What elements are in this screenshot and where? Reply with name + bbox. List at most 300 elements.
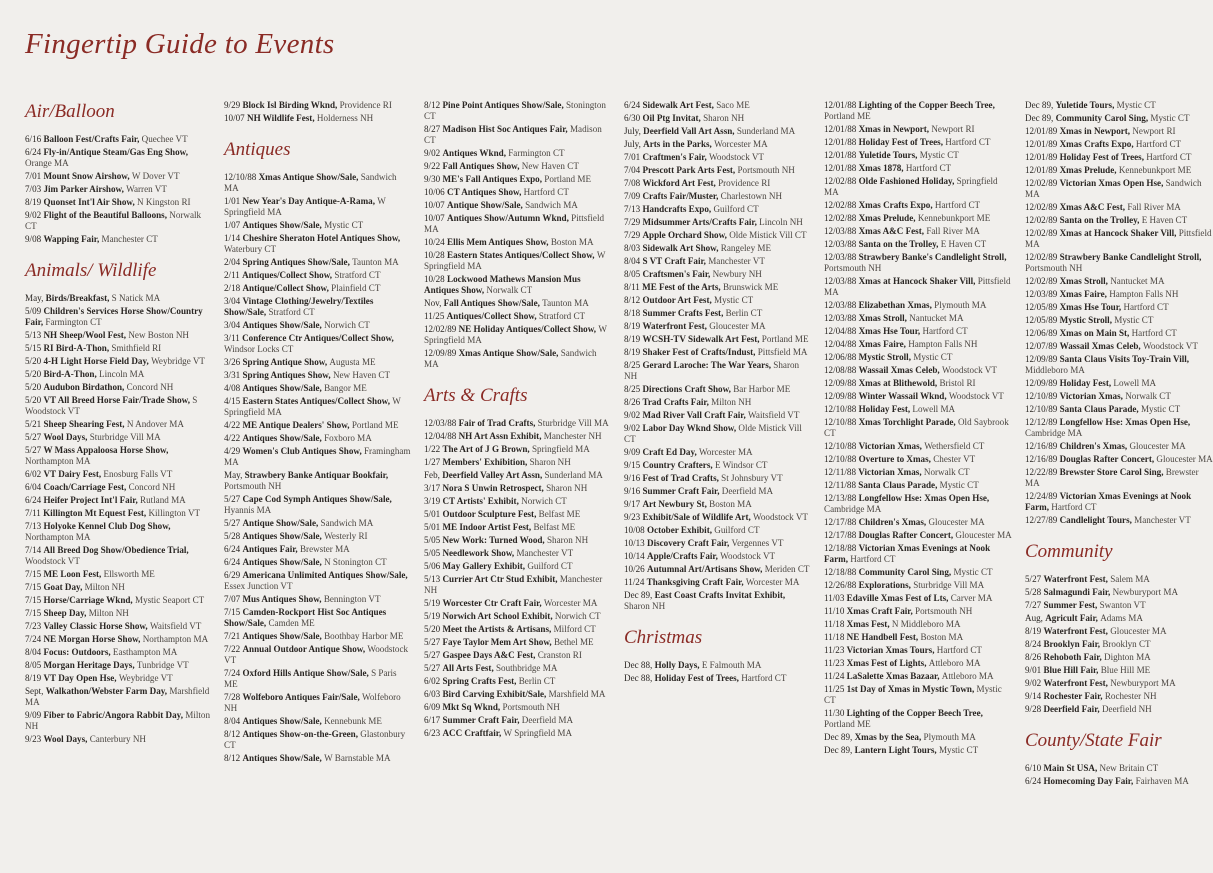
event-entry — [1025, 665, 1213, 676]
event-name: WCSH-TV Sidewalk Art Fest, — [642, 334, 762, 344]
event-entry — [824, 480, 1012, 491]
event-entry — [624, 460, 812, 471]
event-name: Victorian Xmas, — [858, 441, 925, 451]
event-location: Marshfield MA — [548, 689, 606, 699]
event-location: Manchester NH — [543, 431, 602, 441]
event-date: 7/13 — [25, 521, 44, 531]
event-entry — [224, 296, 412, 318]
event-date: 8/05 — [25, 660, 44, 670]
event-name: Santa Claus Parade, — [1059, 404, 1141, 414]
event-location: Stratford CT — [268, 307, 315, 317]
event-entry — [624, 525, 812, 536]
event-date: 6/04 — [25, 482, 44, 492]
event-location: Mystic CT — [938, 745, 979, 755]
event-entry — [624, 191, 812, 202]
event-name: Summer Craft Fair, — [642, 486, 722, 496]
event-location: Vergennes VT — [731, 538, 784, 548]
event-name: Midsummer Arts/Crafts Fair, — [642, 217, 760, 227]
event-location: Waitsfield VT — [149, 621, 202, 631]
event-name: Longfellow Hse: Xmas Open Hse, — [1059, 417, 1191, 427]
event-location: Manchester CT — [101, 234, 158, 244]
event-date: 7/11 — [25, 508, 44, 518]
section — [624, 100, 812, 612]
event-location: Woodstock VT — [25, 556, 80, 566]
event-date: 5/20 — [25, 369, 44, 379]
event-entry — [224, 729, 412, 751]
event-date: 12/02/89 — [1025, 276, 1060, 286]
event-entry — [25, 545, 213, 567]
event-entry — [624, 243, 812, 254]
event-date: 9/15 — [624, 460, 643, 470]
event-location: Providence RI — [718, 178, 771, 188]
event-name: Labor Day Wknd Show, — [642, 423, 739, 433]
event-entry — [424, 650, 612, 661]
section-heading: Community — [1025, 541, 1113, 562]
event-date: 1/27 — [424, 457, 443, 467]
event-name: Xmas Torchlight Parade, — [858, 417, 958, 427]
column-2 — [224, 100, 412, 766]
event-name: 4-H Light Horse Field Day, — [43, 356, 152, 366]
event-date: 11/30 — [824, 708, 847, 718]
event-name: Cape Cod Symph Antiques Show/Sale, — [242, 494, 392, 504]
event-name: Antiques Show/Sale, — [242, 531, 325, 541]
event-name: Spring Antiques Show/Sale, — [242, 257, 353, 267]
event-name: VT All Breed Horse Fair/Trade Show, — [43, 395, 193, 405]
event-name: Worcester Ctr Craft Fair, — [442, 598, 544, 608]
event-date: 12/05/89 — [1025, 302, 1060, 312]
event-entry — [25, 508, 213, 519]
event-date: 11/18 — [824, 619, 847, 629]
event-location: Boston MA — [550, 237, 594, 247]
event-date: 8/12 — [624, 295, 643, 305]
event-location: Plymouth MA — [923, 732, 976, 742]
event-entry — [824, 417, 1012, 439]
event-date: 7/09 — [624, 191, 643, 201]
event-name: Art Newbury St, — [642, 499, 710, 509]
event-location: Mystic CT — [1116, 100, 1156, 110]
event-entry — [1025, 704, 1213, 715]
event-date: 5/27 — [424, 663, 443, 673]
event-location: Woodstock VT — [753, 512, 808, 522]
event-name: Morgan Heritage Days, — [43, 660, 137, 670]
event-entry — [424, 598, 612, 609]
event-entry — [1025, 228, 1213, 250]
event-name: Yuletide Tours, — [1055, 100, 1117, 110]
event-name: Wassail Xmas Celeb, — [858, 365, 942, 375]
event-date: 10/07 — [424, 213, 447, 223]
event-entry — [224, 544, 412, 555]
event-location: Milton NH — [711, 397, 752, 407]
event-date: 6/09 — [424, 702, 443, 712]
event-name: Douglas Rafter Concert, — [1059, 454, 1157, 464]
event-date: 12/10/89 — [1025, 391, 1060, 401]
event-name: ME Loon Fest, — [43, 569, 104, 579]
event-name: Trad Crafts Fair, — [642, 397, 712, 407]
event-name: Antiques Show/Sale, — [242, 716, 325, 726]
event-entry — [25, 521, 213, 543]
event-location: Gloucester MA — [1156, 454, 1213, 464]
event-entry — [824, 339, 1012, 350]
event-location: Gloucester MA — [928, 517, 985, 527]
event-date: 12/06/89 — [1025, 328, 1060, 338]
event-name: Yuletide Tours, — [858, 150, 920, 160]
event-entry — [1025, 600, 1213, 611]
event-location: Worcester MA — [699, 447, 753, 457]
event-name: Wool Days, — [43, 432, 90, 442]
event-name: Spring Crafts Fest, — [442, 676, 519, 686]
event-name: Norwich Art School Exhibit, — [442, 611, 555, 621]
event-location: Mystic CT — [913, 352, 953, 362]
event-location: Woodstock VT — [941, 365, 997, 375]
event-location: Augusta ME — [329, 357, 376, 367]
event-location: W Springfield MA — [503, 728, 573, 738]
event-name: Wassail Xmas Celeb, — [1059, 341, 1143, 351]
event-location: Holderness NH — [316, 113, 374, 123]
event-date: 7/29 — [624, 217, 643, 227]
event-location: Lowell MA — [912, 404, 956, 414]
event-date: 11/23 — [824, 645, 847, 655]
event-date: July, — [624, 139, 644, 149]
event-entry — [624, 673, 812, 684]
event-entry — [624, 282, 812, 293]
event-location: Wolfeboro NH — [224, 692, 401, 713]
event-location: Newport RI — [1132, 126, 1176, 136]
event-location: Sunderland MA — [736, 126, 796, 136]
event-date: 12/03/88 — [824, 252, 859, 262]
event-date: 7/29 — [624, 230, 643, 240]
event-date: 8/19 — [624, 321, 643, 331]
event-name: Mount Snow Airshow, — [43, 171, 132, 181]
event-date: Dec 89, — [624, 590, 655, 600]
event-date: 5/05 — [424, 535, 443, 545]
event-date: 4/22 — [224, 420, 243, 430]
event-location: Cambridge MA — [824, 504, 882, 514]
event-entry — [1025, 126, 1213, 137]
event-date: 12/01/88 — [824, 124, 859, 134]
event-location: Sandwich MA — [424, 348, 597, 369]
event-date: 12/22/89 — [1025, 467, 1060, 477]
event-entry — [1025, 354, 1213, 376]
event-name: Xmas Crafts Expo, — [858, 200, 935, 210]
event-name: Xmas Fest, — [846, 619, 892, 629]
event-entry — [824, 213, 1012, 224]
event-entry — [1025, 515, 1213, 526]
event-location: Manchester VT — [1134, 515, 1191, 525]
event-entry — [424, 535, 612, 546]
event-location: Sharon NH — [624, 601, 666, 611]
event-name: Xmas Prelude, — [1059, 165, 1119, 175]
event-name: Needlework Show, — [442, 548, 517, 558]
event-name: Xmas at Blithewold, — [858, 378, 940, 388]
event-entry — [424, 637, 612, 648]
event-entry — [1025, 100, 1213, 111]
event-name: Antiques Fair, — [242, 544, 300, 554]
event-location: Portland ME — [351, 420, 399, 430]
event-name: Elizabethan Xmas, — [858, 300, 935, 310]
event-name: Olde Fashioned Holiday, — [858, 176, 957, 186]
event-name: Country Crafters, — [642, 460, 715, 470]
event-entry — [25, 184, 213, 195]
event-date: 12/16/89 — [1025, 441, 1060, 451]
event-name: Xmas Fest of Lights, — [846, 658, 929, 668]
event-date: 12/26/88 — [824, 580, 859, 590]
event-entry — [25, 306, 213, 328]
event-entry — [224, 383, 412, 394]
event-date: Dec 88, — [624, 673, 655, 683]
event-entry — [224, 470, 412, 492]
event-date: 12/02/89 — [1025, 252, 1060, 262]
event-name: Strawbery Banke Antiquar Bookfair, — [244, 470, 389, 480]
event-location: Quechee VT — [141, 134, 188, 144]
event-name: Xmas A&C Fest, — [1059, 202, 1128, 212]
event-location: Bristol RI — [939, 378, 976, 388]
event-location: Hartford CT — [922, 326, 968, 336]
event-entry — [824, 163, 1012, 174]
event-location: Springfield MA — [824, 176, 998, 197]
event-entry — [824, 313, 1012, 324]
event-date: 7/28 — [224, 692, 243, 702]
event-entry — [1025, 652, 1213, 663]
event-entry — [624, 347, 812, 358]
section — [1025, 729, 1213, 787]
event-entry — [25, 469, 213, 480]
event-date: 12/03/89 — [1025, 289, 1060, 299]
event-name: Lantern Light Tours, — [854, 745, 939, 755]
event-location: Gloucester MA — [955, 530, 1012, 540]
event-date: 3/04 — [224, 320, 243, 330]
event-entry — [824, 100, 1012, 122]
event-location: Northampton MA — [25, 532, 91, 542]
event-entry — [824, 252, 1012, 274]
event-name: All Breed Dog Show/Obedience Trial, — [43, 545, 189, 555]
event-entry — [624, 126, 812, 137]
event-name: Xmas Antique Show/Sale, — [258, 172, 361, 182]
event-date: 5/21 — [25, 419, 44, 429]
event-date: 12/02/88 — [824, 176, 859, 186]
event-date: 4/29 — [224, 446, 243, 456]
event-name: Focus: Outdoors, — [43, 647, 113, 657]
event-entry — [25, 234, 213, 245]
event-name: October Exhibit, — [647, 525, 715, 535]
event-entry — [224, 518, 412, 529]
event-name: Spring Antique Show, — [242, 357, 330, 367]
event-date: 12/03/88 — [424, 418, 459, 428]
event-date: 12/01/88 — [824, 163, 859, 173]
event-location: Swanton VT — [1099, 600, 1146, 610]
event-date: 6/02 — [25, 469, 44, 479]
event-name: Mkt Sq Wknd, — [442, 702, 503, 712]
event-name: Xmas Crafts Expo, — [1059, 139, 1136, 149]
event-location: Orange MA — [25, 158, 69, 168]
event-date: 4/08 — [224, 383, 243, 393]
event-entry — [25, 343, 213, 354]
event-name: Women's Club Antiques Show, — [242, 446, 364, 456]
event-entry — [824, 150, 1012, 161]
event-location: Stratford CT — [538, 311, 586, 321]
event-name: Overture to Xmas, — [858, 454, 934, 464]
event-date: 12/09/88 — [824, 378, 859, 388]
event-name: Gerard Laroche: The War Years, — [642, 360, 774, 370]
event-date: 6/24 — [224, 544, 243, 554]
event-location: Bennington VT — [323, 594, 381, 604]
event-location: Brewster MA — [299, 544, 350, 554]
event-name: Apple Orchard Show, — [642, 230, 730, 240]
event-entry — [25, 197, 213, 208]
event-entry — [224, 716, 412, 727]
event-entry — [824, 632, 1012, 643]
event-name: NE Morgan Horse Show, — [43, 634, 143, 644]
event-name: Directions Craft Show, — [642, 384, 734, 394]
event-date: 8/04 — [624, 256, 643, 266]
event-name: Conference Ctr Antiques/Collect Show, — [242, 333, 394, 343]
event-entry — [424, 431, 612, 442]
event-entry — [624, 256, 812, 267]
event-entry — [224, 631, 412, 642]
event-entry — [224, 333, 412, 355]
event-location: Pittsfield MA — [1025, 228, 1212, 249]
event-name: Lockwood Mathews Mansion Mus Antiques Show, — [424, 274, 581, 295]
event-entry — [224, 100, 412, 111]
event-location: Hartford CT — [934, 200, 981, 210]
event-date: 5/01 — [424, 522, 443, 532]
event-date: 9/29 — [224, 100, 243, 110]
event-entry — [624, 165, 812, 176]
event-location: Taunton MA — [542, 298, 589, 308]
event-entry — [25, 369, 213, 380]
event-location: Rangeley ME — [720, 243, 772, 253]
event-location: Framingham MA — [224, 446, 411, 467]
event-entry — [424, 187, 612, 198]
event-date: 12/09/89 — [1025, 378, 1060, 388]
event-date: 12/17/88 — [824, 530, 859, 540]
event-date: 1/07 — [224, 220, 243, 230]
event-date: 12/05/89 — [1025, 315, 1060, 325]
event-location: N Andover MA — [126, 419, 184, 429]
event-name: Santa on the Trolley, — [1059, 215, 1142, 225]
event-entry — [424, 274, 612, 296]
event-location: Sturbridge Vill MA — [89, 432, 161, 442]
event-name: Longfellow Hse: Xmas Open Hse, — [858, 493, 990, 503]
event-name: Agricult Fair, — [1045, 613, 1101, 623]
event-date: 12/10/88 — [224, 172, 259, 182]
event-name: Winter Wassail Wknd, — [858, 391, 949, 401]
event-entry — [224, 196, 412, 218]
event-name: Wool Days, — [43, 734, 90, 744]
event-location: Hartford CT — [1051, 502, 1097, 512]
event-name: NE Handbell Fest, — [846, 632, 921, 642]
event-location: Guilford CT — [714, 525, 760, 535]
event-location: Portland ME — [544, 174, 592, 184]
event-entry — [424, 250, 612, 272]
event-entry — [25, 432, 213, 443]
event-date: 7/01 — [624, 152, 643, 162]
event-name: East Coast Crafts Invitat Exhibit, — [654, 590, 786, 600]
event-date: 5/20 — [424, 624, 443, 634]
event-location: W Springfield MA — [224, 396, 401, 417]
event-date: 12/17/88 — [824, 517, 859, 527]
event-date: 8/03 — [624, 243, 643, 253]
event-date: 1/14 — [224, 233, 243, 243]
event-location: Norwalk CT — [923, 467, 970, 477]
event-date: 7/15 — [25, 582, 44, 592]
event-entry — [624, 360, 812, 382]
event-location: Sunderland MA — [544, 470, 603, 480]
event-location: Carver MA — [950, 593, 993, 603]
event-date: 9/02 — [424, 148, 443, 158]
event-location: Sharon NH — [546, 535, 589, 545]
event-entry — [624, 308, 812, 319]
event-name: Exhibit/Sale of Wildlife Art, — [642, 512, 754, 522]
event-location: Mystic CT — [1150, 113, 1190, 123]
event-name: Antiques Show/Sale, — [242, 383, 325, 393]
event-date: 12/02/88 — [824, 200, 859, 210]
event-entry — [824, 226, 1012, 237]
section-heading: Animals/ Wildlife — [25, 260, 157, 281]
event-name: Mus Antiques Show, — [242, 594, 324, 604]
event-location: Bar Harbor ME — [733, 384, 791, 394]
event-entry — [824, 404, 1012, 415]
event-name: Community Carol Sing, — [858, 567, 954, 577]
event-name: Eastern States Antiques/Collect Show, — [447, 250, 597, 260]
event-location: Saco ME — [716, 100, 750, 110]
section — [824, 100, 1012, 756]
event-entry — [25, 582, 213, 593]
event-location: Mystic CT — [1140, 404, 1181, 414]
event-entry — [25, 293, 213, 304]
event-date: Aug, — [1025, 613, 1046, 623]
event-location: Gloucester MA — [1129, 441, 1186, 451]
event-name: ME's Fall Antiques Expo, — [442, 174, 545, 184]
event-name: Brooklyn Fair, — [1043, 639, 1103, 649]
event-entry — [25, 395, 213, 417]
event-date: 12/24/89 — [1025, 491, 1060, 501]
event-entry — [1025, 613, 1213, 624]
event-location: Norwalk CT — [25, 210, 202, 231]
event-date: 10/08 — [624, 525, 647, 535]
event-entry — [25, 171, 213, 182]
event-name: Heifer Project Int'l Fair, — [43, 495, 141, 505]
event-date: 9/02 — [624, 410, 643, 420]
event-location: Farmington CT — [508, 148, 565, 158]
event-date: 2/11 — [224, 270, 243, 280]
event-name: Gaspee Days A&C Fest, — [442, 650, 538, 660]
event-location: Attleboro MA — [941, 671, 994, 681]
event-entry — [224, 607, 412, 629]
event-location: Middleboro MA — [1025, 365, 1085, 375]
event-date: 6/17 — [424, 715, 443, 725]
column-5 — [824, 100, 1012, 758]
event-entry — [824, 645, 1012, 656]
event-date: 6/10 — [1025, 763, 1044, 773]
event-name: Outdoor Sculpture Fest, — [442, 509, 539, 519]
event-entry — [25, 445, 213, 467]
event-entry — [25, 621, 213, 632]
event-entry — [1025, 178, 1213, 200]
event-location: Deerfield MA — [721, 486, 774, 496]
event-name: Xmas Hse Tour, — [1059, 302, 1124, 312]
event-name: Santa on the Trolley, — [858, 239, 941, 249]
event-date: 5/06 — [424, 561, 443, 571]
event-date: 1/22 — [424, 444, 443, 454]
event-name: Quonset Int'l Air Show, — [43, 197, 138, 207]
event-name: Bird-A-Thon, — [43, 369, 100, 379]
event-name: Deerfield Valley Art Assn, — [442, 470, 545, 480]
event-location: S Paris ME — [224, 668, 397, 689]
event-entry — [624, 321, 812, 332]
event-name: Children's Xmas, — [1059, 441, 1130, 451]
event-location: Milton NH — [84, 582, 125, 592]
event-name: Coach/Carriage Fest, — [43, 482, 129, 492]
